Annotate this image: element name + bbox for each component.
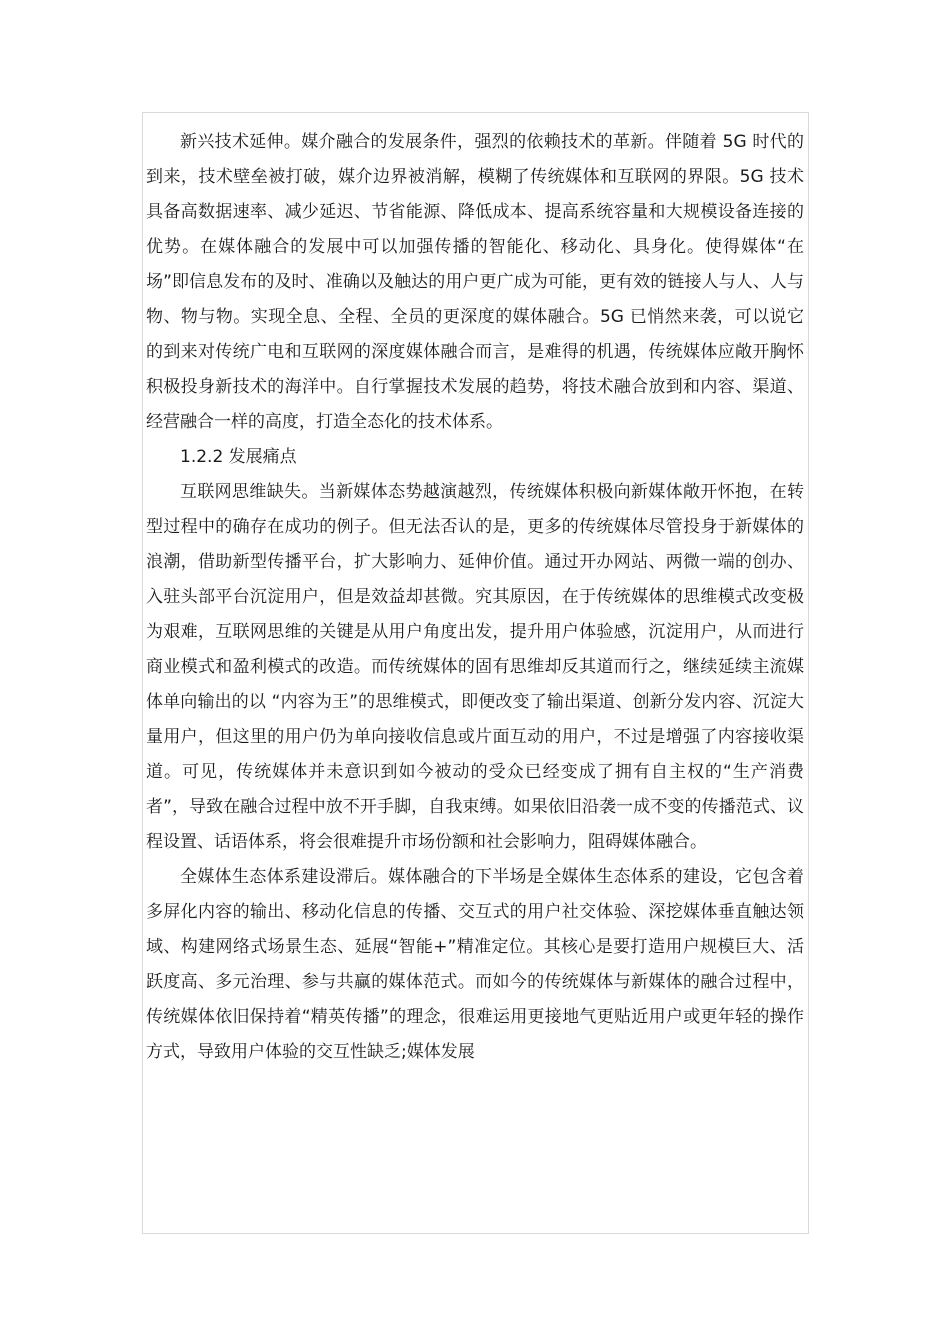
text-column (146, 125, 804, 1070)
page-frame (142, 112, 809, 1234)
paragraph-new-tech: 新兴技术延伸。媒介融合的发展条件，强烈的依赖技术的革新。伴随着 5G 时代的到来，技术壁垒被打破，媒介边界被消解，模糊了传统媒体和互联网的界限。5G 技术具备高数据速率、减少延迟、节省能源、降低成本、提高系统容量和大规模设备连接的优势。在媒体融合的发展中可以加强传播的智能化、移动化、具身化。使得媒体“在场”即信息发布的及时、准确以及触达的用户更广成为可能，更有效的链接人与人、人与物、物与物。实现全息、全程、全员的更深度的媒体融合。5G 已悄然来袭，可以说它的到来对传统广电和互联网的深度媒体融合而言，是难得的机遇，传统媒体应敞开胸怀积极投身新技术的海洋中。自行掌握技术发展的趋势，将技术融合放到和内容、渠道、经营融合一样的高度，打造全态化的技术体系。 (146, 132, 804, 432)
paragraph-ecosystem: 全媒体生态体系建设滞后。媒体融合的下半场是全媒体生态体系的建设，它包含着多屏化内容的输出、移动化信息的传播、交互式的用户社交体验、深挖媒体垂直触达领域、构建网络式场景生态、延展“智能+”精准定位。其核心是要打造用户规模巨大、活跃度高、多元治理、参与共赢的媒体范式。而如今的传统媒体与新媒体的融合过程中，传统媒体依旧保持着“精英传播”的理念，很难运用更接地气更贴近用户或更年轻的操作方式，导致用户体验的交互性缺乏;媒体发展 (146, 867, 804, 1062)
section-heading: 1.2.2 发展痛点 (180, 447, 297, 467)
paragraph-internet-thinking: 互联网思维缺失。当新媒体态势越演越烈，传统媒体积极向新媒体敞开怀抱，在转型过程中的确存在成功的例子。但无法否认的是，更多的传统媒体尽管投身于新媒体的浪潮，借助新型传播平台，扩大影响力、延伸价值。通过开办网站、两微一端的创办、入驻头部平台沉淀用户，但是效益却甚微。究其原因，在于传统媒体的思维模式改变极为艰难，互联网思维的关键是从用户角度出发，提升用户体验感，沉淀用户，从而进行商业模式和盈利模式的改造。而传统媒体的固有思维却反其道而行之，继续延续主流媒体单向输出的以 “内容为王”的思维模式，即便改变了输出渠道、创新分发内容、沉淀大量用户，但这里的用户仍为单向接收信息或片面互动的用户，不过是增强了内容接收渠道。可见，传统媒体并未意识到如今被动的受众已经变成了拥有自主权的“生产消费者”，导致在融合过程中放不开手脚，自我束缚。如果依旧沿袭一成不变的传播范式、议程设置、话语体系，将会很难提升市场份额和社会影响力，阻碍媒体融合。 (146, 482, 804, 852)
